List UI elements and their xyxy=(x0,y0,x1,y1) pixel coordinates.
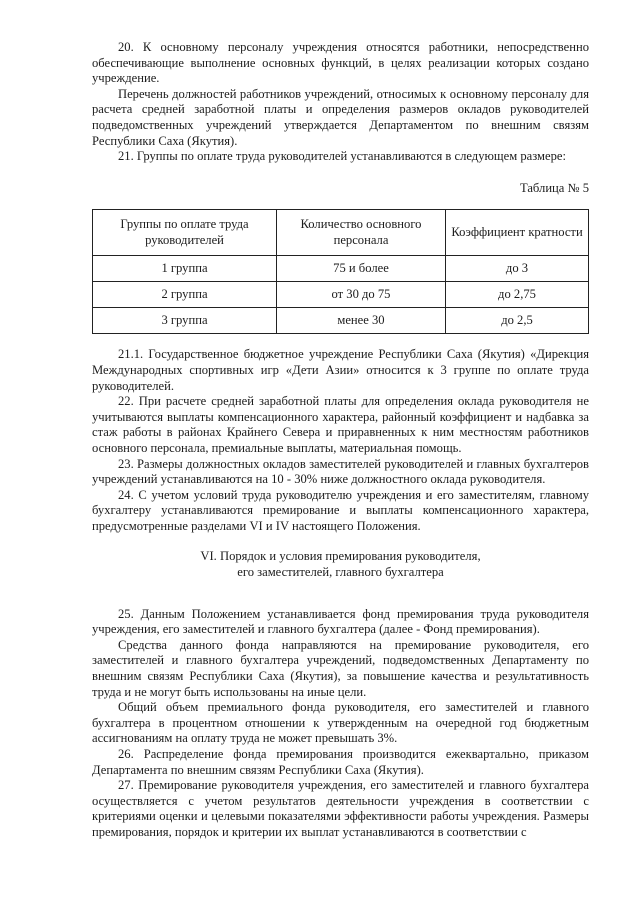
table-cell: менее 30 xyxy=(277,308,446,334)
paragraph-26: 26. Распределение фонда премирования производится ежеквартально, приказом Департамента по внешним связям Республики Саха (Якутия). xyxy=(92,747,589,777)
table-cell: 2 группа xyxy=(93,282,277,308)
table-cell: 3 группа xyxy=(93,308,277,334)
table-caption: Таблица № 5 xyxy=(519,180,589,195)
table-cell: до 3 xyxy=(446,256,589,282)
paragraph-25-funds: Средства данного фонда направляются на премирование руководителя, его заместителей и главного бухгалтера учреждений, подведомственных Департаменту по внешним связям Республики Саха (Якутия), за повышение качества и результативность труда и не могут быть использованы на иные цели. xyxy=(92,637,589,699)
paragraph-21: 21. Группы по оплате труда руководителей устанавливаются в следующем размере: xyxy=(118,149,566,164)
salary-groups-table xyxy=(92,209,589,334)
paragraph-21-1: 21.1. Государственное бюджетное учреждение Республики Саха (Якутия) «Дирекция Международных спортивных игр «Дети Азии» относится к 3 группе по оплате труда руководителей. xyxy=(92,347,589,393)
header-staff-count: Количество основного персонала xyxy=(277,210,446,256)
table-cell: до 2,75 xyxy=(446,282,589,308)
table-row xyxy=(93,282,589,308)
section-heading-line2: его заместителей, главного бухгалтера xyxy=(237,565,444,580)
document-page xyxy=(92,40,589,841)
table-row xyxy=(93,308,589,334)
table-cell: от 30 до 75 xyxy=(277,282,446,308)
paragraph-22: 22. При расчете средней заработной платы для определения оклада руководителя не учитываются выплаты компенсационного характера, районный коэффициент и надбавка за стаж работы в районах Крайнего Севера и приравненных к ним местностям работников основного персонала, премиальные выплаты, материальная помощь. xyxy=(92,394,589,455)
paragraph-23: 23. Размеры должностных окладов заместителей руководителей и главных бухгалтеров учреждений устанавливаются на 10 - 30% ниже должностного оклада руководителя. xyxy=(92,456,589,487)
section-heading-line1: VI. Порядок и условия премирования руководителя, xyxy=(200,549,481,564)
table-cell: до 2,5 xyxy=(446,308,589,334)
paragraph-20: 20. К основному персоналу учреждения относятся работники, непосредственно обеспечивающие выполнение основных функций, в целях реализации которых создано учреждение. xyxy=(92,40,589,86)
table-header-row xyxy=(93,210,589,256)
table-cell: 75 и более xyxy=(277,256,446,282)
paragraph-27: 27. Премирование руководителя учреждения, его заместителей и главного бухгалтера осуществляется с учетом результатов деятельности учреждения в соответствии с критериями оценки и целевыми показателями эффективности работы учреждения. Размеры премирования, порядок и критерии их выплат устанавливаются в соответствии с xyxy=(92,778,589,839)
table-row xyxy=(93,256,589,282)
paragraph-24: 24. С учетом условий труда руководителю учреждения и его заместителям, главному бухгалтеру устанавливаются премирование и выплаты компенсационного характера, предусмотренные разделами VI и IV настоящего Положения. xyxy=(92,487,589,533)
header-coefficient: Коэффициент кратности xyxy=(446,210,589,256)
paragraph-25: 25. Данным Положением устанавливается фонд премирования труда руководителя учреждения, его заместителей и главного бухгалтера (далее - Фонд премирования). xyxy=(92,606,589,637)
paragraph-20-list: Перечень должностей работников учреждений, относимых к основному персоналу для расчета средней заработной платы и определения размеров окладов руководителей подведомственных учреждений утверждается Департаментом по внешним связям Республики Саха (Якутия). xyxy=(92,86,589,148)
header-groups: Группы по оплате труда руководителей xyxy=(93,210,277,256)
paragraph-25-volume: Общий объем премиального фонда руководителя, его заместителей и главного бухгалтера в процентном отношении к утвержденным на очередной год бюджетным ассигнованиям на оплату труда не может превышать 3%. xyxy=(92,700,589,746)
section-heading xyxy=(92,549,589,580)
table-cell: 1 группа xyxy=(93,256,277,282)
